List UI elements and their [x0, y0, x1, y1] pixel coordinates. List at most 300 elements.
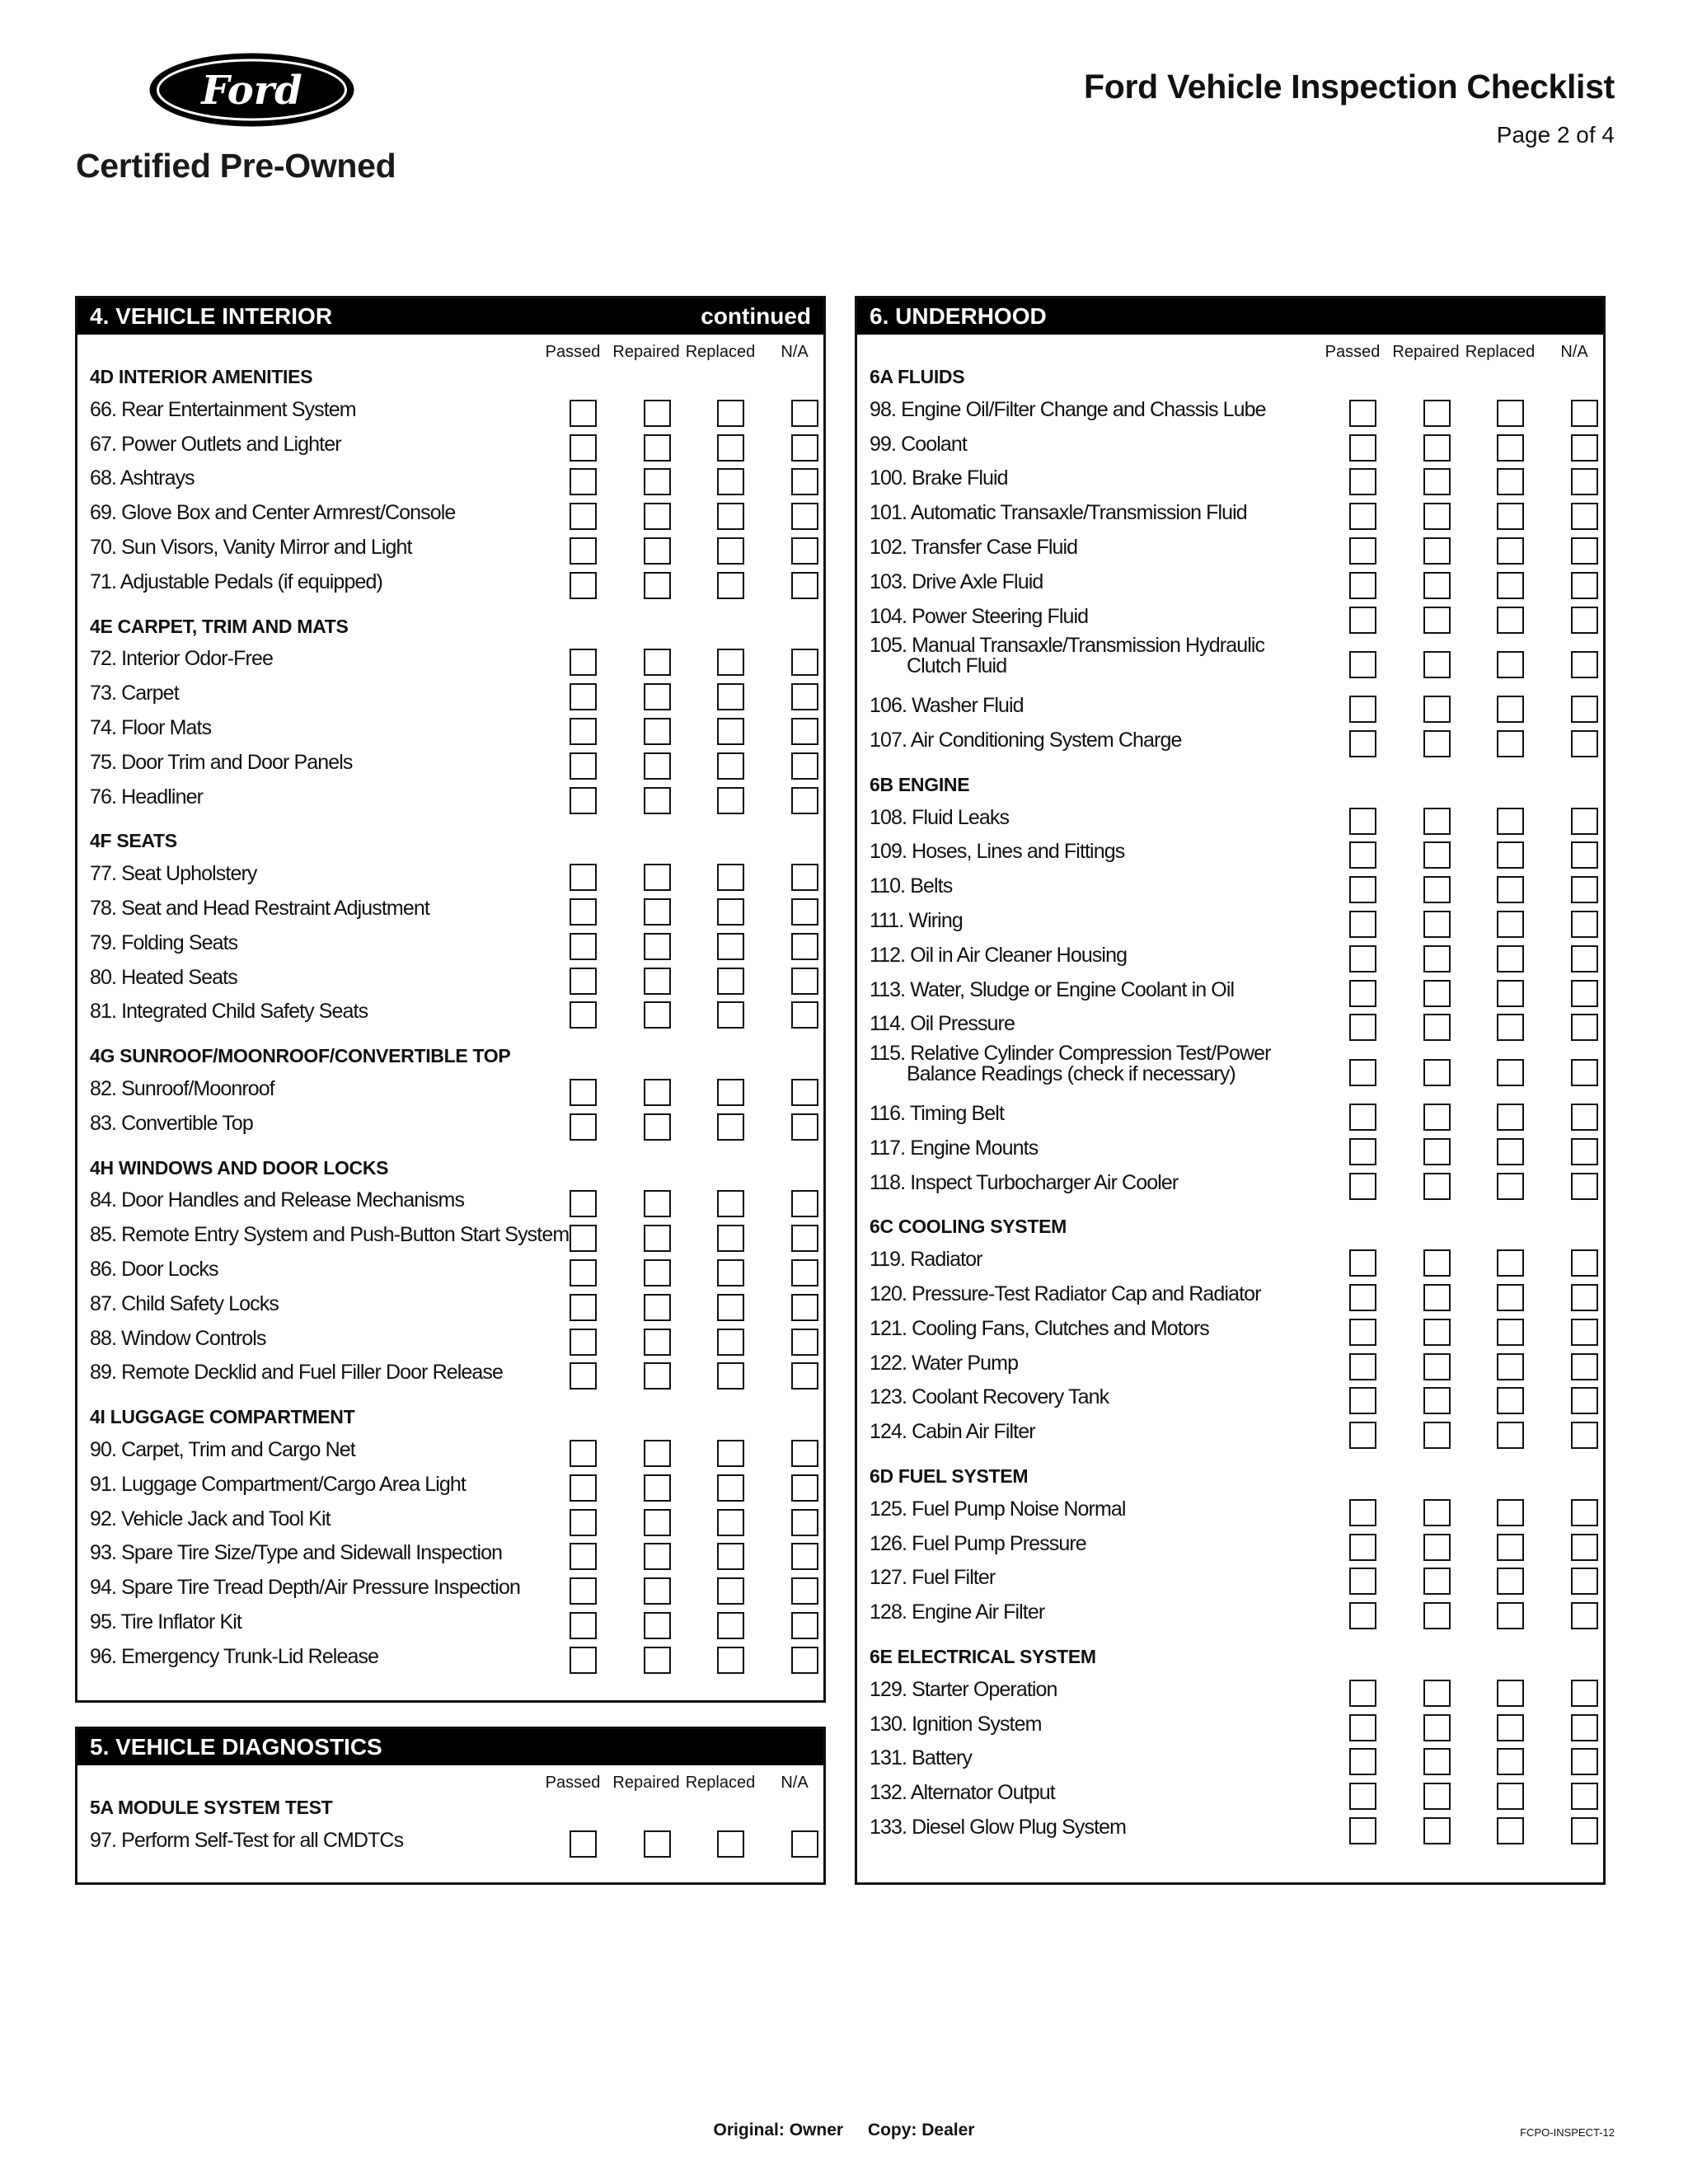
item-97-na-checkbox[interactable] — [791, 1830, 818, 1858]
checklist-item-label: 80. Heated Seats — [90, 965, 237, 989]
item-77-repaired-checkbox[interactable] — [644, 864, 671, 891]
item-90-replaced-checkbox[interactable] — [717, 1440, 744, 1467]
item-100-replaced-checkbox[interactable] — [1497, 468, 1524, 495]
item-88-passed-checkbox[interactable] — [570, 1329, 597, 1356]
item-74-na-checkbox[interactable] — [791, 718, 818, 745]
item-86-passed-checkbox[interactable] — [570, 1259, 597, 1286]
item-87-na-checkbox[interactable] — [791, 1294, 818, 1321]
item-108-replaced-checkbox[interactable] — [1497, 808, 1524, 835]
item-104-repaired-checkbox[interactable] — [1423, 607, 1451, 634]
item-75-na-checkbox[interactable] — [791, 752, 818, 780]
checklist-item-label: 76. Headliner — [90, 785, 204, 808]
item-92-replaced-checkbox[interactable] — [717, 1509, 744, 1536]
item-72-passed-checkbox[interactable] — [570, 649, 597, 676]
item-72-na-checkbox[interactable] — [791, 649, 818, 676]
item-133-replaced-checkbox[interactable] — [1497, 1817, 1524, 1844]
item-113-na-checkbox[interactable] — [1571, 980, 1598, 1007]
item-70-passed-checkbox[interactable] — [570, 537, 597, 565]
item-125-na-checkbox[interactable] — [1571, 1499, 1598, 1526]
item-70-na-checkbox[interactable] — [791, 537, 818, 565]
checklist-item-label: 98. Engine Oil/Filter Change and Chassis Lube — [870, 397, 1266, 421]
checklist-item-label: 96. Emergency Trunk-Lid Release — [90, 1644, 379, 1668]
checklist-item-label: 91. Luggage Compartment/Cargo Area Light — [90, 1472, 466, 1496]
item-126-passed-checkbox[interactable] — [1349, 1534, 1376, 1561]
item-98-repaired-checkbox[interactable] — [1423, 400, 1451, 427]
item-66-passed-checkbox[interactable] — [570, 400, 597, 427]
item-132-na-checkbox[interactable] — [1571, 1783, 1598, 1810]
item-120-na-checkbox[interactable] — [1571, 1284, 1598, 1311]
item-69-repaired-checkbox[interactable] — [644, 503, 671, 530]
item-93-replaced-checkbox[interactable] — [717, 1543, 744, 1570]
item-122-passed-checkbox[interactable] — [1349, 1353, 1376, 1380]
item-67-replaced-checkbox[interactable] — [717, 434, 744, 462]
item-129-replaced-checkbox[interactable] — [1497, 1680, 1524, 1707]
item-86-na-checkbox[interactable] — [791, 1259, 818, 1286]
checklist-item-label: 127. Fuel Filter — [870, 1566, 996, 1590]
item-107-passed-checkbox[interactable] — [1349, 730, 1376, 757]
item-122-na-checkbox[interactable] — [1571, 1353, 1598, 1380]
item-105-na-checkbox[interactable] — [1571, 651, 1598, 678]
item-117-passed-checkbox[interactable] — [1349, 1138, 1376, 1165]
item-121-na-checkbox[interactable] — [1571, 1319, 1598, 1346]
item-66-repaired-checkbox[interactable] — [644, 400, 671, 427]
column-header-replaced: Replaced — [685, 343, 756, 361]
item-119-na-checkbox[interactable] — [1571, 1249, 1598, 1277]
item-71-repaired-checkbox[interactable] — [644, 572, 671, 599]
item-130-passed-checkbox[interactable] — [1349, 1714, 1376, 1741]
item-102-repaired-checkbox[interactable] — [1423, 537, 1451, 565]
checklist-item-label: 132. Alternator Output — [870, 1781, 1055, 1805]
item-98-na-checkbox[interactable] — [1571, 400, 1598, 427]
item-114-passed-checkbox[interactable] — [1349, 1014, 1376, 1041]
item-103-repaired-checkbox[interactable] — [1423, 572, 1451, 599]
item-70-replaced-checkbox[interactable] — [717, 537, 744, 565]
item-100-na-checkbox[interactable] — [1571, 468, 1598, 495]
item-87-passed-checkbox[interactable] — [570, 1294, 597, 1321]
item-72-replaced-checkbox[interactable] — [717, 649, 744, 676]
item-93-repaired-checkbox[interactable] — [644, 1543, 671, 1570]
item-82-passed-checkbox[interactable] — [570, 1079, 597, 1106]
item-80-replaced-checkbox[interactable] — [717, 968, 744, 995]
item-125-replaced-checkbox[interactable] — [1497, 1499, 1524, 1526]
item-87-repaired-checkbox[interactable] — [644, 1294, 671, 1321]
item-125-passed-checkbox[interactable] — [1349, 1499, 1376, 1526]
item-78-replaced-checkbox[interactable] — [717, 898, 744, 926]
item-125-repaired-checkbox[interactable] — [1423, 1499, 1451, 1526]
item-128-repaired-checkbox[interactable] — [1423, 1602, 1451, 1629]
item-73-na-checkbox[interactable] — [791, 683, 818, 710]
item-108-repaired-checkbox[interactable] — [1423, 808, 1451, 835]
item-91-passed-checkbox[interactable] — [570, 1474, 597, 1502]
checklist-item-label: 113. Water, Sludge or Engine Coolant in Oil — [870, 977, 1235, 1001]
item-128-replaced-checkbox[interactable] — [1497, 1602, 1524, 1629]
item-130-na-checkbox[interactable] — [1571, 1714, 1598, 1741]
item-87-replaced-checkbox[interactable] — [717, 1294, 744, 1321]
item-78-repaired-checkbox[interactable] — [644, 898, 671, 926]
item-131-replaced-checkbox[interactable] — [1497, 1748, 1524, 1775]
item-111-na-checkbox[interactable] — [1571, 911, 1598, 938]
item-101-passed-checkbox[interactable] — [1349, 503, 1376, 530]
item-106-replaced-checkbox[interactable] — [1497, 696, 1524, 723]
item-74-passed-checkbox[interactable] — [570, 718, 597, 745]
item-90-na-checkbox[interactable] — [791, 1440, 818, 1467]
item-67-na-checkbox[interactable] — [791, 434, 818, 462]
item-88-repaired-checkbox[interactable] — [644, 1329, 671, 1356]
item-111-replaced-checkbox[interactable] — [1497, 911, 1524, 938]
item-118-replaced-checkbox[interactable] — [1497, 1173, 1524, 1200]
item-80-na-checkbox[interactable] — [791, 968, 818, 995]
item-82-replaced-checkbox[interactable] — [717, 1079, 744, 1106]
item-93-passed-checkbox[interactable] — [570, 1543, 597, 1570]
item-68-passed-checkbox[interactable] — [570, 468, 597, 495]
item-98-passed-checkbox[interactable] — [1349, 400, 1376, 427]
item-113-repaired-checkbox[interactable] — [1423, 980, 1451, 1007]
item-120-passed-checkbox[interactable] — [1349, 1284, 1376, 1311]
item-76-replaced-checkbox[interactable] — [717, 787, 744, 814]
item-77-passed-checkbox[interactable] — [570, 864, 597, 891]
item-83-repaired-checkbox[interactable] — [644, 1113, 671, 1141]
item-85-na-checkbox[interactable] — [791, 1225, 818, 1252]
item-94-na-checkbox[interactable] — [791, 1577, 818, 1605]
item-97-repaired-checkbox[interactable] — [644, 1830, 671, 1858]
item-76-na-checkbox[interactable] — [791, 787, 818, 814]
item-107-repaired-checkbox[interactable] — [1423, 730, 1451, 757]
item-81-passed-checkbox[interactable] — [570, 1001, 597, 1029]
item-101-na-checkbox[interactable] — [1571, 503, 1598, 530]
checklist-item-label — [870, 1043, 1271, 1085]
item-132-repaired-checkbox[interactable] — [1423, 1783, 1451, 1810]
item-79-na-checkbox[interactable] — [791, 933, 818, 960]
item-112-replaced-checkbox[interactable] — [1497, 945, 1524, 972]
item-129-na-checkbox[interactable] — [1571, 1680, 1598, 1707]
item-71-passed-checkbox[interactable] — [570, 572, 597, 599]
checklist-item-label: 125. Fuel Pump Noise Normal — [870, 1497, 1126, 1521]
item-117-replaced-checkbox[interactable] — [1497, 1138, 1524, 1165]
item-126-replaced-checkbox[interactable] — [1497, 1534, 1524, 1561]
item-116-na-checkbox[interactable] — [1571, 1104, 1598, 1131]
item-129-passed-checkbox[interactable] — [1349, 1680, 1376, 1707]
item-100-passed-checkbox[interactable] — [1349, 468, 1376, 495]
item-114-na-checkbox[interactable] — [1571, 1014, 1598, 1041]
item-123-passed-checkbox[interactable] — [1349, 1387, 1376, 1414]
item-80-passed-checkbox[interactable] — [570, 968, 597, 995]
item-110-repaired-checkbox[interactable] — [1423, 876, 1451, 903]
section-title: 4F SEATS — [90, 830, 177, 852]
item-103-na-checkbox[interactable] — [1571, 572, 1598, 599]
item-93-na-checkbox[interactable] — [791, 1543, 818, 1570]
item-114-replaced-checkbox[interactable] — [1497, 1014, 1524, 1041]
item-66-replaced-checkbox[interactable] — [717, 400, 744, 427]
item-102-na-checkbox[interactable] — [1571, 537, 1598, 565]
item-83-passed-checkbox[interactable] — [570, 1113, 597, 1141]
item-75-repaired-checkbox[interactable] — [644, 752, 671, 780]
item-131-na-checkbox[interactable] — [1571, 1748, 1598, 1775]
item-106-passed-checkbox[interactable] — [1349, 696, 1376, 723]
item-97-passed-checkbox[interactable] — [570, 1830, 597, 1858]
item-71-na-checkbox[interactable] — [791, 572, 818, 599]
item-67-repaired-checkbox[interactable] — [644, 434, 671, 462]
item-131-passed-checkbox[interactable] — [1349, 1748, 1376, 1775]
item-116-repaired-checkbox[interactable] — [1423, 1104, 1451, 1131]
item-81-replaced-checkbox[interactable] — [717, 1001, 744, 1029]
item-120-replaced-checkbox[interactable] — [1497, 1284, 1524, 1311]
item-132-replaced-checkbox[interactable] — [1497, 1783, 1524, 1810]
item-77-na-checkbox[interactable] — [791, 864, 818, 891]
item-85-passed-checkbox[interactable] — [570, 1225, 597, 1252]
item-84-replaced-checkbox[interactable] — [717, 1190, 744, 1217]
item-111-passed-checkbox[interactable] — [1349, 911, 1376, 938]
column-header-passed: Passed — [545, 343, 601, 361]
column-header-na: N/A — [781, 1774, 809, 1792]
item-101-replaced-checkbox[interactable] — [1497, 503, 1524, 530]
panel-header — [77, 1729, 823, 1765]
item-123-na-checkbox[interactable] — [1571, 1387, 1598, 1414]
item-91-na-checkbox[interactable] — [791, 1474, 818, 1502]
item-127-passed-checkbox[interactable] — [1349, 1568, 1376, 1595]
item-128-passed-checkbox[interactable] — [1349, 1602, 1376, 1629]
item-69-na-checkbox[interactable] — [791, 503, 818, 530]
item-109-repaired-checkbox[interactable] — [1423, 841, 1451, 869]
checklist-item-label: 116. Timing Belt — [870, 1102, 1005, 1125]
item-81-na-checkbox[interactable] — [791, 1001, 818, 1029]
footer-original: Original: Owner — [713, 2121, 844, 2139]
item-88-replaced-checkbox[interactable] — [717, 1329, 744, 1356]
item-73-repaired-checkbox[interactable] — [644, 683, 671, 710]
item-73-passed-checkbox[interactable] — [570, 683, 597, 710]
item-121-repaired-checkbox[interactable] — [1423, 1319, 1451, 1346]
item-118-na-checkbox[interactable] — [1571, 1173, 1598, 1200]
item-123-replaced-checkbox[interactable] — [1497, 1387, 1524, 1414]
item-106-repaired-checkbox[interactable] — [1423, 696, 1451, 723]
checklist-item-label: 133. Diesel Glow Plug System — [870, 1816, 1127, 1839]
checklist-item-label: 97. Perform Self-Test for all CMDTCs — [90, 1828, 404, 1852]
item-127-na-checkbox[interactable] — [1571, 1568, 1598, 1595]
item-94-passed-checkbox[interactable] — [570, 1577, 597, 1605]
item-104-na-checkbox[interactable] — [1571, 607, 1598, 634]
item-82-na-checkbox[interactable] — [791, 1079, 818, 1106]
item-95-replaced-checkbox[interactable] — [717, 1612, 744, 1639]
item-129-repaired-checkbox[interactable] — [1423, 1680, 1451, 1707]
item-117-repaired-checkbox[interactable] — [1423, 1138, 1451, 1165]
item-127-replaced-checkbox[interactable] — [1497, 1568, 1524, 1595]
item-105-passed-checkbox[interactable] — [1349, 651, 1376, 678]
item-74-replaced-checkbox[interactable] — [717, 718, 744, 745]
item-92-repaired-checkbox[interactable] — [644, 1509, 671, 1536]
item-96-replaced-checkbox[interactable] — [717, 1647, 744, 1674]
item-133-repaired-checkbox[interactable] — [1423, 1817, 1451, 1844]
item-76-repaired-checkbox[interactable] — [644, 787, 671, 814]
item-110-na-checkbox[interactable] — [1571, 876, 1598, 903]
item-94-repaired-checkbox[interactable] — [644, 1577, 671, 1605]
item-91-repaired-checkbox[interactable] — [644, 1474, 671, 1502]
checklist-item-label: 78. Seat and Head Restraint Adjustment — [90, 897, 429, 920]
item-108-passed-checkbox[interactable] — [1349, 808, 1376, 835]
item-68-na-checkbox[interactable] — [791, 468, 818, 495]
item-108-na-checkbox[interactable] — [1571, 808, 1598, 835]
item-81-repaired-checkbox[interactable] — [644, 1001, 671, 1029]
item-78-passed-checkbox[interactable] — [570, 898, 597, 926]
item-122-repaired-checkbox[interactable] — [1423, 1353, 1451, 1380]
item-107-na-checkbox[interactable] — [1571, 730, 1598, 757]
checklist-item-label: 71. Adjustable Pedals (if equipped) — [90, 569, 382, 593]
item-118-passed-checkbox[interactable] — [1349, 1173, 1376, 1200]
item-95-repaired-checkbox[interactable] — [644, 1612, 671, 1639]
item-68-repaired-checkbox[interactable] — [644, 468, 671, 495]
panel-title: 4. VEHICLE INTERIOR — [90, 303, 333, 329]
item-90-repaired-checkbox[interactable] — [644, 1440, 671, 1467]
item-124-passed-checkbox[interactable] — [1349, 1422, 1376, 1449]
item-86-replaced-checkbox[interactable] — [717, 1259, 744, 1286]
item-132-passed-checkbox[interactable] — [1349, 1783, 1376, 1810]
item-89-repaired-checkbox[interactable] — [644, 1362, 671, 1390]
item-124-replaced-checkbox[interactable] — [1497, 1422, 1524, 1449]
item-79-passed-checkbox[interactable] — [570, 933, 597, 960]
item-89-replaced-checkbox[interactable] — [717, 1362, 744, 1390]
item-70-repaired-checkbox[interactable] — [644, 537, 671, 565]
item-89-na-checkbox[interactable] — [791, 1362, 818, 1390]
item-84-passed-checkbox[interactable] — [570, 1190, 597, 1217]
item-103-passed-checkbox[interactable] — [1349, 572, 1376, 599]
item-82-repaired-checkbox[interactable] — [644, 1079, 671, 1106]
item-133-passed-checkbox[interactable] — [1349, 1817, 1376, 1844]
item-116-replaced-checkbox[interactable] — [1497, 1104, 1524, 1131]
item-114-repaired-checkbox[interactable] — [1423, 1014, 1451, 1041]
item-92-passed-checkbox[interactable] — [570, 1509, 597, 1536]
item-115-repaired-checkbox[interactable] — [1423, 1059, 1451, 1086]
item-72-repaired-checkbox[interactable] — [644, 649, 671, 676]
item-69-replaced-checkbox[interactable] — [717, 503, 744, 530]
item-122-replaced-checkbox[interactable] — [1497, 1353, 1524, 1380]
item-118-repaired-checkbox[interactable] — [1423, 1173, 1451, 1200]
section-title: 6E ELECTRICAL SYSTEM — [870, 1646, 1096, 1667]
item-104-replaced-checkbox[interactable] — [1497, 607, 1524, 634]
item-84-na-checkbox[interactable] — [791, 1190, 818, 1217]
item-111-repaired-checkbox[interactable] — [1423, 911, 1451, 938]
item-86-repaired-checkbox[interactable] — [644, 1259, 671, 1286]
item-105-replaced-checkbox[interactable] — [1497, 651, 1524, 678]
item-77-replaced-checkbox[interactable] — [717, 864, 744, 891]
column-header-replaced: Replaced — [685, 1774, 756, 1792]
item-130-replaced-checkbox[interactable] — [1497, 1714, 1524, 1741]
item-112-na-checkbox[interactable] — [1571, 945, 1598, 972]
item-126-na-checkbox[interactable] — [1571, 1534, 1598, 1561]
item-96-na-checkbox[interactable] — [791, 1647, 818, 1674]
item-90-passed-checkbox[interactable] — [570, 1440, 597, 1467]
item-94-replaced-checkbox[interactable] — [717, 1577, 744, 1605]
item-116-passed-checkbox[interactable] — [1349, 1104, 1376, 1131]
item-113-passed-checkbox[interactable] — [1349, 980, 1376, 1007]
item-127-repaired-checkbox[interactable] — [1423, 1568, 1451, 1595]
item-109-passed-checkbox[interactable] — [1349, 841, 1376, 869]
item-102-passed-checkbox[interactable] — [1349, 537, 1376, 565]
item-124-repaired-checkbox[interactable] — [1423, 1422, 1451, 1449]
item-102-replaced-checkbox[interactable] — [1497, 537, 1524, 565]
item-79-repaired-checkbox[interactable] — [644, 933, 671, 960]
item-100-repaired-checkbox[interactable] — [1423, 468, 1451, 495]
item-104-passed-checkbox[interactable] — [1349, 607, 1376, 634]
checklist-item-label: 72. Interior Odor-Free — [90, 647, 273, 671]
item-110-passed-checkbox[interactable] — [1349, 876, 1376, 903]
item-109-replaced-checkbox[interactable] — [1497, 841, 1524, 869]
item-89-passed-checkbox[interactable] — [570, 1362, 597, 1390]
item-106-na-checkbox[interactable] — [1571, 696, 1598, 723]
item-76-passed-checkbox[interactable] — [570, 787, 597, 814]
item-75-passed-checkbox[interactable] — [570, 752, 597, 780]
item-99-repaired-checkbox[interactable] — [1423, 434, 1451, 462]
item-126-repaired-checkbox[interactable] — [1423, 1534, 1451, 1561]
item-71-replaced-checkbox[interactable] — [717, 572, 744, 599]
item-96-repaired-checkbox[interactable] — [644, 1647, 671, 1674]
item-119-replaced-checkbox[interactable] — [1497, 1249, 1524, 1277]
item-92-na-checkbox[interactable] — [791, 1509, 818, 1536]
item-66-na-checkbox[interactable] — [791, 400, 818, 427]
item-83-na-checkbox[interactable] — [791, 1113, 818, 1141]
item-121-passed-checkbox[interactable] — [1349, 1319, 1376, 1346]
item-112-passed-checkbox[interactable] — [1349, 945, 1376, 972]
item-75-replaced-checkbox[interactable] — [717, 752, 744, 780]
footer-distribution — [0, 2121, 1688, 2140]
item-109-na-checkbox[interactable] — [1571, 841, 1598, 869]
item-99-replaced-checkbox[interactable] — [1497, 434, 1524, 462]
item-123-repaired-checkbox[interactable] — [1423, 1387, 1451, 1414]
item-98-replaced-checkbox[interactable] — [1497, 400, 1524, 427]
item-124-na-checkbox[interactable] — [1571, 1422, 1598, 1449]
item-85-repaired-checkbox[interactable] — [644, 1225, 671, 1252]
item-130-repaired-checkbox[interactable] — [1423, 1714, 1451, 1741]
item-68-replaced-checkbox[interactable] — [717, 468, 744, 495]
item-88-na-checkbox[interactable] — [791, 1329, 818, 1356]
item-105-repaired-checkbox[interactable] — [1423, 651, 1451, 678]
item-112-repaired-checkbox[interactable] — [1423, 945, 1451, 972]
item-115-passed-checkbox[interactable] — [1349, 1059, 1376, 1086]
item-115-na-checkbox[interactable] — [1571, 1059, 1598, 1086]
item-99-passed-checkbox[interactable] — [1349, 434, 1376, 462]
item-119-passed-checkbox[interactable] — [1349, 1249, 1376, 1277]
item-91-replaced-checkbox[interactable] — [717, 1474, 744, 1502]
item-96-passed-checkbox[interactable] — [570, 1647, 597, 1674]
item-80-repaired-checkbox[interactable] — [644, 968, 671, 995]
item-79-replaced-checkbox[interactable] — [717, 933, 744, 960]
item-85-replaced-checkbox[interactable] — [717, 1225, 744, 1252]
item-121-replaced-checkbox[interactable] — [1497, 1319, 1524, 1346]
item-74-repaired-checkbox[interactable] — [644, 718, 671, 745]
item-113-replaced-checkbox[interactable] — [1497, 980, 1524, 1007]
item-95-passed-checkbox[interactable] — [570, 1612, 597, 1639]
item-99-na-checkbox[interactable] — [1571, 434, 1598, 462]
item-107-replaced-checkbox[interactable] — [1497, 730, 1524, 757]
item-84-repaired-checkbox[interactable] — [644, 1190, 671, 1217]
item-128-na-checkbox[interactable] — [1571, 1602, 1598, 1629]
item-78-na-checkbox[interactable] — [791, 898, 818, 926]
item-83-replaced-checkbox[interactable] — [717, 1113, 744, 1141]
item-110-replaced-checkbox[interactable] — [1497, 876, 1524, 903]
item-69-passed-checkbox[interactable] — [570, 503, 597, 530]
item-97-replaced-checkbox[interactable] — [717, 1830, 744, 1858]
item-119-repaired-checkbox[interactable] — [1423, 1249, 1451, 1277]
item-115-replaced-checkbox[interactable] — [1497, 1059, 1524, 1086]
page-title: Ford Vehicle Inspection Checklist — [1084, 68, 1615, 105]
item-133-na-checkbox[interactable] — [1571, 1817, 1598, 1844]
item-131-repaired-checkbox[interactable] — [1423, 1748, 1451, 1775]
item-101-repaired-checkbox[interactable] — [1423, 503, 1451, 530]
item-95-na-checkbox[interactable] — [791, 1612, 818, 1639]
item-103-replaced-checkbox[interactable] — [1497, 572, 1524, 599]
item-73-replaced-checkbox[interactable] — [717, 683, 744, 710]
checklist-item-label: 73. Carpet — [90, 682, 179, 705]
item-67-passed-checkbox[interactable] — [570, 434, 597, 462]
item-117-na-checkbox[interactable] — [1571, 1138, 1598, 1165]
item-120-repaired-checkbox[interactable] — [1423, 1284, 1451, 1311]
